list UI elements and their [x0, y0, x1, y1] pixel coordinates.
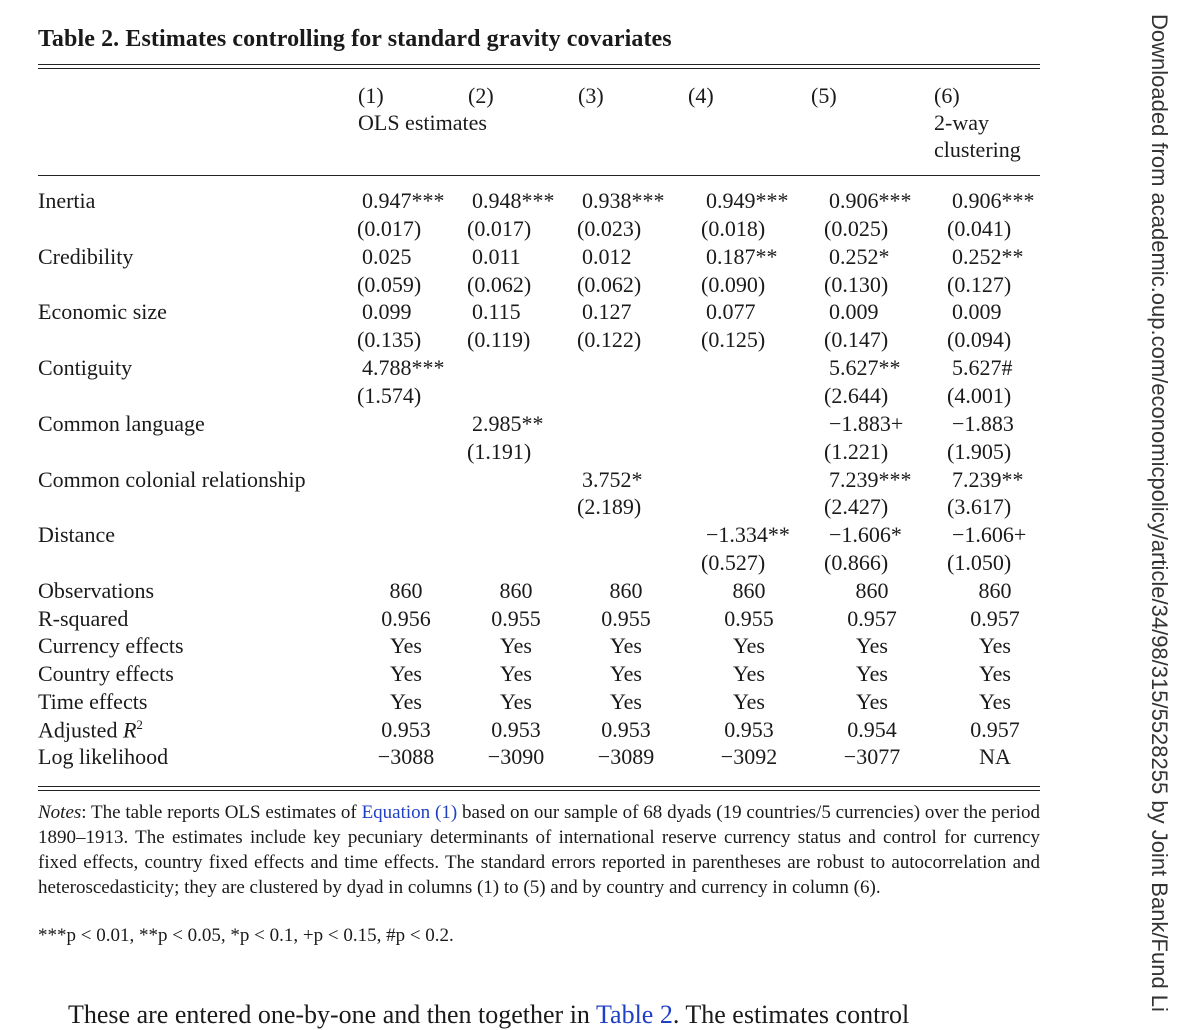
stat-cell: 860: [389, 578, 423, 603]
se-cell: (0.059): [357, 271, 422, 297]
significance-legend: ***p < 0.01, **p < 0.05, *p < 0.1, +p < 0.15, #p < 0.2.: [38, 925, 454, 946]
stat-cell: 0.956: [381, 605, 431, 631]
stat-cell: −3077: [843, 744, 901, 770]
se-cell: (1.905): [947, 438, 1012, 464]
equation-link[interactable]: Equation (1): [361, 802, 458, 823]
coef-cell: 0.077: [706, 299, 756, 325]
table-notes: [38, 800, 1040, 900]
col-header-2: (2): [468, 83, 494, 108]
row-label: Economic size: [38, 299, 167, 325]
se-cell: (1.050): [947, 550, 1012, 576]
coef-cell: 3.752*: [582, 466, 643, 492]
stat-cell: −3089: [597, 744, 655, 770]
row-label: Common language: [38, 410, 205, 436]
se-cell: (2.644): [824, 383, 889, 408]
row-label: Country effects: [38, 661, 174, 687]
se-cell: (0.062): [577, 271, 642, 297]
se-cell: (2.189): [577, 494, 642, 520]
se-cell: (1.574): [357, 383, 422, 408]
stat-cell: Yes: [389, 688, 422, 714]
body-paragraph: [68, 1000, 909, 1030]
stat-cell: 0.957: [970, 716, 1020, 742]
stat-cell: 0.954: [847, 716, 897, 742]
stat-cell: 0.953: [724, 716, 774, 742]
se-cell: (0.130): [824, 271, 889, 297]
se-cell: (0.135): [357, 327, 422, 353]
row-label: Credibility: [38, 243, 134, 269]
header-rule: [38, 175, 1040, 176]
stat-cell: 0.957: [970, 605, 1020, 631]
coef-cell: 0.906***: [829, 188, 912, 213]
se-cell: (0.025): [824, 215, 889, 241]
col-header-1: (1): [358, 83, 384, 108]
stat-cell: 0.953: [491, 716, 541, 742]
stat-cell: Yes: [609, 688, 642, 714]
coef-cell: 0.947***: [362, 188, 445, 213]
twoway-subtitle-2: clustering: [934, 137, 1021, 162]
stat-cell: Yes: [855, 633, 888, 659]
se-cell: (0.023): [577, 215, 642, 241]
stat-cell: Yes: [855, 661, 888, 687]
se-cell: (0.018): [701, 215, 766, 241]
col-header-4: (4): [688, 83, 714, 108]
coef-cell: 0.009: [952, 299, 1002, 325]
coef-cell: 5.627#: [952, 355, 1013, 381]
se-cell: (3.617): [947, 494, 1012, 520]
stat-cell: 0.955: [601, 605, 651, 631]
coef-cell: 0.127: [582, 299, 632, 325]
stat-cell: 860: [732, 578, 766, 603]
stat-cell: Yes: [978, 661, 1011, 687]
col-header-5: (5): [811, 83, 837, 108]
se-cell: (0.041): [947, 215, 1012, 241]
coef-cell: −1.606+: [952, 522, 1027, 548]
stat-cell: Yes: [389, 661, 422, 687]
se-cell: (0.094): [947, 327, 1012, 353]
twoway-subtitle-1: 2-way: [934, 110, 989, 135]
notes-pre: : The table reports OLS estimates of: [81, 802, 362, 823]
coef-cell: 0.252*: [829, 243, 890, 269]
stat-cell: Yes: [609, 633, 642, 659]
coef-cell: 0.012: [582, 243, 632, 269]
ols-subtitle: OLS estimates: [358, 110, 487, 135]
stat-cell: 0.955: [724, 605, 774, 631]
row-label: Adjusted $R^2$: [38, 716, 143, 742]
row-label: Observations: [38, 578, 155, 603]
stat-cell: −3088: [377, 744, 435, 770]
coef-cell: 5.627**: [829, 355, 901, 381]
se-cell: (0.119): [467, 327, 531, 353]
table-2-link[interactable]: Table 2: [595, 1000, 673, 1029]
coef-cell: 0.187**: [706, 243, 778, 269]
coef-cell: 0.938***: [582, 188, 665, 213]
row-label: Inertia: [38, 188, 96, 213]
se-cell: (2.427): [824, 494, 889, 520]
stat-cell: 0.955: [491, 605, 541, 631]
stat-cell: −3092: [720, 744, 778, 770]
body-pre: These are entered one-by-one and then together in: [68, 1000, 596, 1029]
stat-cell: Yes: [499, 633, 532, 659]
stat-cell: 0.957: [847, 605, 897, 631]
coef-cell: 4.788***: [362, 355, 445, 381]
bottom-rule-1: [38, 786, 1040, 787]
coef-cell: −1.883: [952, 410, 1014, 436]
stat-cell: Yes: [499, 688, 532, 714]
se-cell: (0.125): [701, 327, 766, 353]
coef-cell: −1.883+: [829, 410, 904, 436]
stat-cell: NA: [979, 744, 1011, 770]
row-label: R-squared: [38, 605, 129, 631]
coef-cell: 2.985**: [472, 410, 544, 436]
coef-cell: 0.009: [829, 299, 879, 325]
stat-cell: Yes: [732, 688, 765, 714]
col-header-6: (6): [934, 83, 960, 108]
coef-cell: 7.239***: [829, 466, 912, 492]
coef-cell: 7.239**: [952, 466, 1024, 492]
coef-cell: 0.011: [472, 243, 521, 269]
se-cell: (0.017): [467, 215, 532, 241]
body-post: . The estimates control: [672, 1000, 910, 1029]
stat-cell: Yes: [499, 661, 532, 687]
coef-cell: 0.906***: [952, 188, 1035, 213]
stat-cell: 0.953: [381, 716, 431, 742]
stat-cell: 860: [609, 578, 643, 603]
coef-cell: −1.606*: [829, 522, 902, 548]
stat-cell: Yes: [732, 633, 765, 659]
stat-cell: 860: [499, 578, 533, 603]
se-cell: (0.147): [824, 327, 889, 353]
coef-cell: 0.252**: [952, 243, 1024, 269]
table-title: Table 2. Estimates controlling for standard gravity covariates: [38, 26, 672, 52]
stat-cell: 860: [978, 578, 1012, 603]
notes-label: Notes: [38, 802, 82, 823]
stat-cell: Yes: [389, 633, 422, 659]
se-cell: (0.090): [701, 271, 766, 297]
se-cell: (0.527): [701, 550, 766, 576]
stat-cell: 0.953: [601, 716, 651, 742]
coef-cell: 0.025: [362, 243, 412, 269]
stat-cell: Yes: [855, 688, 888, 714]
row-label: Common colonial relationship: [38, 466, 306, 492]
coef-cell: 0.099: [362, 299, 412, 325]
stat-cell: Yes: [978, 688, 1011, 714]
coef-cell: 0.948***: [472, 188, 555, 213]
se-cell: (0.866): [824, 550, 889, 576]
se-cell: (0.127): [947, 271, 1012, 297]
row-label: Log likelihood: [38, 744, 169, 770]
notes-post: based on our sample of 68 dyads (19 countries/5 currencies) over the period 1890–1913. The estimates include key pecuniary determinants of international reserve currency status and control for currency fixed effects, country fixed effects and time effects. The standard errors reported in parentheses are robust to autocorrelation and heteroscedasticity; they are clustered by dyad in columns (1) to (5) and by country and currency in column (6).: [38, 802, 1040, 898]
se-cell: (0.122): [577, 327, 642, 353]
se-cell: (1.191): [467, 438, 532, 464]
stat-cell: Yes: [609, 661, 642, 687]
se-cell: (4.001): [947, 383, 1012, 408]
row-label: Distance: [38, 522, 115, 548]
col-header-3: (3): [578, 83, 604, 108]
stat-cell: Yes: [978, 633, 1011, 659]
stat-cell: Yes: [732, 661, 765, 687]
row-label: Time effects: [38, 688, 148, 714]
stat-cell: −3090: [487, 744, 545, 770]
top-rule-2: [38, 68, 1040, 69]
coef-cell: −1.334**: [706, 522, 790, 548]
bottom-rule-2: [38, 790, 1040, 791]
download-watermark: Downloaded from academic.oup.com/economicpolicy/article/34/98/315/5528255 by Joint Bank/Fund Li: [1147, 14, 1172, 1012]
row-label: Currency effects: [38, 633, 184, 659]
se-cell: (0.062): [467, 271, 532, 297]
stat-cell: 860: [855, 578, 889, 603]
top-rule-1: [38, 64, 1040, 65]
se-cell: (1.221): [824, 438, 889, 464]
coef-cell: 0.115: [472, 299, 521, 325]
row-label: Contiguity: [38, 355, 133, 381]
se-cell: (0.017): [357, 215, 422, 241]
coef-cell: 0.949***: [706, 188, 789, 213]
